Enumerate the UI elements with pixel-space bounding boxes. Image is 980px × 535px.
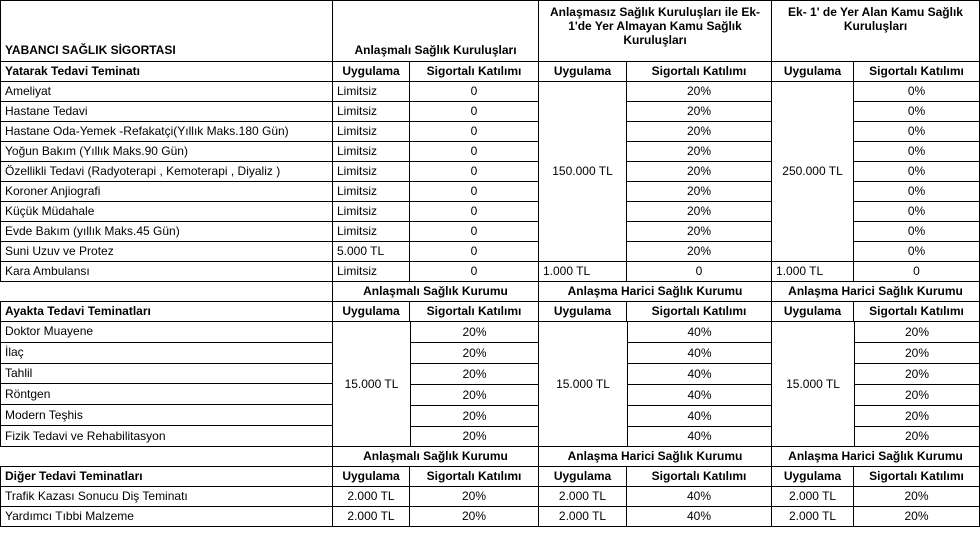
yatarak-c-uygulama: 250.000 TL [772, 82, 854, 262]
cell: 20% [627, 162, 772, 182]
cell: 20% [627, 222, 772, 242]
col-uygulama: Uygulama [772, 62, 854, 82]
cell: 0 [410, 242, 539, 262]
cell: 0 [410, 102, 539, 122]
cell: 0 [627, 262, 772, 282]
row-name: Yardımcı Tıbbi Malzeme [1, 507, 333, 527]
col-uygulama: Uygulama [333, 467, 410, 487]
cell: Limitsiz [333, 142, 410, 162]
cell: 0 [410, 262, 539, 282]
group-header: Anlaşma Harici Sağlık Kurumu [539, 447, 772, 467]
group-header: Anlaşma Harici Sağlık Kurumu [539, 282, 772, 302]
cell: 20% [411, 364, 538, 385]
ayakta-title: Ayakta Tedavi Teminatları [1, 302, 333, 322]
cell: 20% [627, 202, 772, 222]
cell: 20% [410, 507, 539, 527]
table-row [1, 507, 980, 527]
group-header: Anlaşma Harici Sağlık Kurumu [772, 282, 980, 302]
cell: 20% [627, 82, 772, 102]
cell: 20% [627, 182, 772, 202]
col-uygulama: Uygulama [539, 467, 627, 487]
cell: Limitsiz [333, 122, 410, 142]
col-katilim: Sigortalı Katılımı [627, 302, 772, 322]
ayakta-c-merged [772, 322, 980, 447]
cell: 20% [627, 102, 772, 122]
row-name: Özellikli Tedavi (Radyoterapi , Kemoterapi , Diyaliz ) [1, 162, 333, 182]
row-name: Suni Uzuv ve Protez [1, 242, 333, 262]
cell: Limitsiz [333, 162, 410, 182]
col-katilim: Sigortalı Katılımı [854, 62, 980, 82]
cell: 40% [627, 507, 772, 527]
yatarak-b-uygulama: 150.000 TL [539, 82, 627, 262]
ayakta-a-merged [333, 322, 539, 447]
cell: 2.000 TL [333, 487, 410, 507]
cell: 0% [854, 222, 980, 242]
cell: Limitsiz [333, 262, 410, 282]
col-uygulama: Uygulama [772, 467, 854, 487]
cell: 2.000 TL [539, 487, 627, 507]
col-katilim: Sigortalı Katılımı [410, 62, 539, 82]
group-header: Anlaşma Harici Sağlık Kurumu [772, 447, 980, 467]
cell: 40% [628, 364, 771, 385]
table-row [1, 82, 980, 102]
blank-cell [1, 447, 333, 467]
cell: 0 [410, 142, 539, 162]
cell: 1.000 TL [772, 262, 854, 282]
cell: 5.000 TL [333, 242, 410, 262]
row-name: Ameliyat [1, 82, 333, 102]
yatarak-title: Yatarak Tedavi Teminatı [1, 62, 333, 82]
row-name: Trafik Kazası Sonucu Diş Teminatı [1, 487, 333, 507]
row-name: Tahlil [1, 363, 333, 384]
cell: 20% [411, 385, 538, 406]
col-uygulama: Uygulama [333, 62, 410, 82]
col-uygulama: Uygulama [539, 62, 627, 82]
cell: 0% [854, 182, 980, 202]
row-name: Röntgen [1, 384, 333, 405]
ayakta-c-uygulama: 15.000 TL [772, 322, 855, 446]
cell: 0 [854, 262, 980, 282]
cell: 40% [628, 406, 771, 427]
ayakta-header-row [1, 302, 980, 322]
row-name: İlaç [1, 342, 333, 363]
diger-header-row [1, 467, 980, 487]
ayakta-a-uygulama: 15.000 TL [333, 322, 411, 446]
header-anlasmali: Anlaşmalı Sağlık Kuruluşları [333, 1, 539, 62]
ayakta-b-uygulama: 15.000 TL [539, 322, 628, 446]
yatarak-header-row [1, 62, 980, 82]
header-anlasmasiz: Anlaşmasız Sağlık Kuruluşları ile Ek-1'de Yer Almayan Kamu Sağlık Kuruluşları [539, 1, 772, 62]
table-row [1, 262, 980, 282]
cell: 20% [411, 322, 538, 343]
row-name: Kara Ambulansı [1, 262, 333, 282]
col-katilim: Sigortalı Katılımı [854, 302, 980, 322]
cell: 0% [854, 122, 980, 142]
col-uygulama: Uygulama [539, 302, 627, 322]
ayakta-group-header-row [1, 282, 980, 302]
diger-group-header-row [1, 447, 980, 467]
group-header: Anlaşmalı Sağlık Kurumu [333, 447, 539, 467]
col-katilim: Sigortalı Katılımı [854, 467, 980, 487]
row-name: Evde Bakım (yıllık Maks.45 Gün) [1, 222, 333, 242]
cell: Limitsiz [333, 182, 410, 202]
cell: 2.000 TL [333, 507, 410, 527]
cell: 2.000 TL [772, 487, 854, 507]
cell: 0% [854, 162, 980, 182]
cell: 40% [687, 429, 712, 443]
col-katilim: Sigortalı Katılımı [627, 62, 772, 82]
cell: 0% [854, 102, 980, 122]
row-name: Modern Teşhis [1, 405, 333, 426]
cell: 40% [628, 322, 771, 343]
cell: 20% [627, 242, 772, 262]
cell: 20% [462, 429, 487, 443]
header-ek1: Ek- 1' de Yer Alan Kamu Sağlık Kuruluşları [772, 1, 980, 62]
cell: 20% [854, 487, 980, 507]
ayakta-b-katilim-list [628, 322, 771, 446]
cell: 20% [410, 487, 539, 507]
cell: 0 [410, 122, 539, 142]
cell: 0% [854, 242, 980, 262]
diger-title: Diğer Tedavi Teminatları [1, 467, 333, 487]
row-name: Hastane Tedavi [1, 102, 333, 122]
row-name: Hastane Oda-Yemek -Refakatçi(Yıllık Maks.180 Gün) [1, 122, 333, 142]
cell: 20% [855, 406, 979, 427]
cell: 20% [627, 142, 772, 162]
cell: 0 [410, 202, 539, 222]
ayakta-c-katilim-list [855, 322, 979, 446]
col-katilim: Sigortalı Katılımı [410, 467, 539, 487]
cell: 0 [410, 222, 539, 242]
col-katilim: Sigortalı Katılımı [627, 467, 772, 487]
cell: 20% [411, 406, 538, 427]
cell: 20% [854, 507, 980, 527]
row-name: Koroner Anjiografi [1, 182, 333, 202]
cell: 0 [410, 182, 539, 202]
blank-cell [1, 282, 333, 302]
page-title: YABANCI SAĞLIK SİGORTASI [1, 1, 333, 62]
cell: Limitsiz [333, 82, 410, 102]
cell: 20% [627, 122, 772, 142]
cell: 1.000 TL [539, 262, 627, 282]
cell: 40% [627, 487, 772, 507]
cell: 2.000 TL [772, 507, 854, 527]
col-uygulama: Uygulama [333, 302, 410, 322]
row-name: Fizik Tedavi ve Rehabilitasyon [1, 426, 333, 447]
cell: 0 [410, 82, 539, 102]
cell: 20% [905, 429, 930, 443]
cell: 20% [855, 343, 979, 364]
row-name: Yoğun Bakım (Yıllık Maks.90 Gün) [1, 142, 333, 162]
cell: Limitsiz [333, 202, 410, 222]
cell: 2.000 TL [539, 507, 627, 527]
cell: 0% [854, 202, 980, 222]
cell: Limitsiz [333, 102, 410, 122]
cell: 20% [855, 322, 979, 343]
col-uygulama: Uygulama [772, 302, 854, 322]
cell: 0% [854, 142, 980, 162]
cell: 20% [855, 364, 979, 385]
table-row [1, 487, 980, 507]
cell: 0 [410, 162, 539, 182]
col-katilim: Sigortalı Katılımı [410, 302, 539, 322]
cell: 0% [854, 82, 980, 102]
ayakta-a-katilim-list [411, 322, 538, 446]
group-header: Anlaşmalı Sağlık Kurumu [333, 282, 539, 302]
cell: 20% [855, 385, 979, 406]
main-header-row [1, 1, 980, 62]
cell: 40% [628, 343, 771, 364]
row-name: Küçük Müdahale [1, 202, 333, 222]
table-row [1, 322, 980, 343]
cell: 20% [411, 343, 538, 364]
cell: Limitsiz [333, 222, 410, 242]
cell: 40% [628, 385, 771, 406]
ayakta-b-merged [539, 322, 772, 447]
row-name: Doktor Muayene [1, 322, 333, 343]
